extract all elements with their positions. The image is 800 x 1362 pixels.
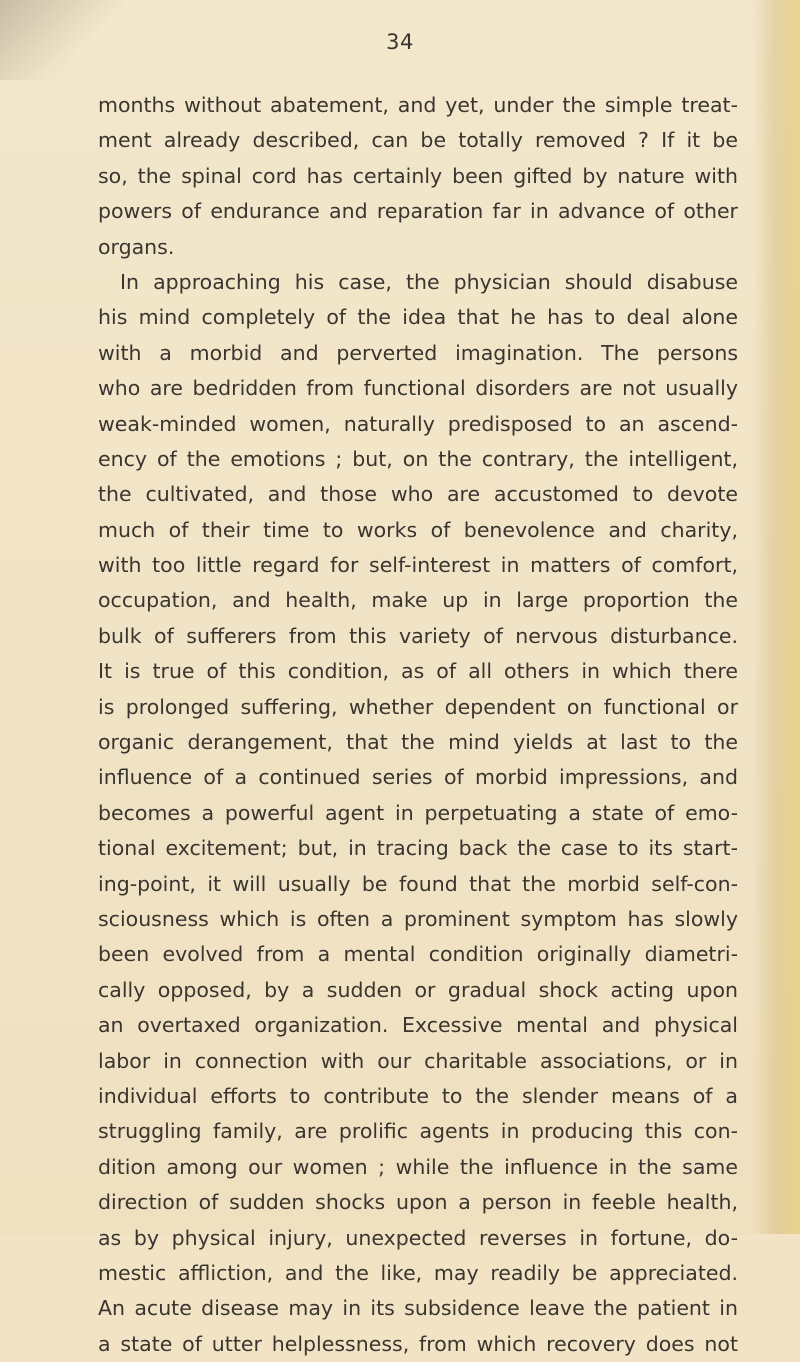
text-line: much of their time to works of benevolence and charity, [98,517,738,542]
text-line: occupation, and health, make up in large proportion the [98,588,738,613]
text-line: direction of sudden shocks upon a person in feeble health, [98,1190,738,1215]
body-text [98,88,738,1362]
text-line: ency of the emotions ; but, on the contrary, the intelligent, [98,446,738,471]
text-line: with too little regard for self-interest in matters of comfort, [98,553,738,578]
text-line: struggling family, are prolific agents in producing this con- [98,1119,738,1144]
text-line: ing-point, it will usually be found that the morbid self-con- [98,871,738,896]
text-line: an overtaxed organization. Excessive mental and physical [98,1013,738,1038]
text-line: It is true of this condition, as of all others in which there [98,659,738,684]
text-line: who are bedridden from functional disorders are not usually [98,376,738,401]
text-line: influence of a continued series of morbid impressions, and [98,765,738,790]
text-line: organs. [98,234,175,259]
text-line: a state of utter helplessness, from which recovery does not [98,1331,738,1356]
text-line: is prolonged suffering, whether dependent on functional or [98,694,738,719]
text-line: months without abatement, and yet, under the simple treat- [98,93,738,117]
text-line: his mind completely of the idea that he has to deal alone [98,305,738,330]
text-line: sciousness which is often a prominent symptom has slowly [98,906,738,931]
text-line: tional excitement; but, in tracing back the case to its start- [98,836,738,861]
text-line: organic derangement, that the mind yields at last to the [98,730,738,755]
text-line: as by physical injury, unexpected reverses in fortune, do- [98,1225,738,1250]
page-number: 34 [386,30,414,54]
text-line: with a morbid and perverted imagination. The persons [98,340,738,365]
text-line: An acute disease may in its subsidence leave the patient in [98,1296,738,1321]
text-line: cally opposed, by a sudden or gradual shock acting upon [98,977,738,1002]
text-line: becomes a powerful agent in perpetuating a state of emo- [98,800,738,825]
text-line: dition among our women ; while the influence in the same [98,1154,738,1179]
text-line: the cultivated, and those who are accustomed to devote [98,482,738,507]
text-line: labor in connection with our charitable associations, or in [98,1048,738,1073]
text-line: powers of endurance and reparation far in advance of other [98,199,738,224]
text-line: In approaching his case, the physician should disabuse [120,269,738,294]
text-line: so, the spinal cord has certainly been gifted by nature with [98,163,738,188]
text-line: ment already described, can be totally removed ? If it be [98,128,738,153]
text-line: bulk of sufferers from this variety of nervous disturbance. [98,623,738,648]
text-line: been evolved from a mental condition originally diametri- [98,942,738,967]
text-line: individual efforts to contribute to the slender means of a [98,1083,738,1108]
text-line: mestic affliction, and the like, may readily be appreciated. [98,1260,738,1285]
text-line: weak-minded women, naturally predisposed to an ascend- [98,411,738,436]
